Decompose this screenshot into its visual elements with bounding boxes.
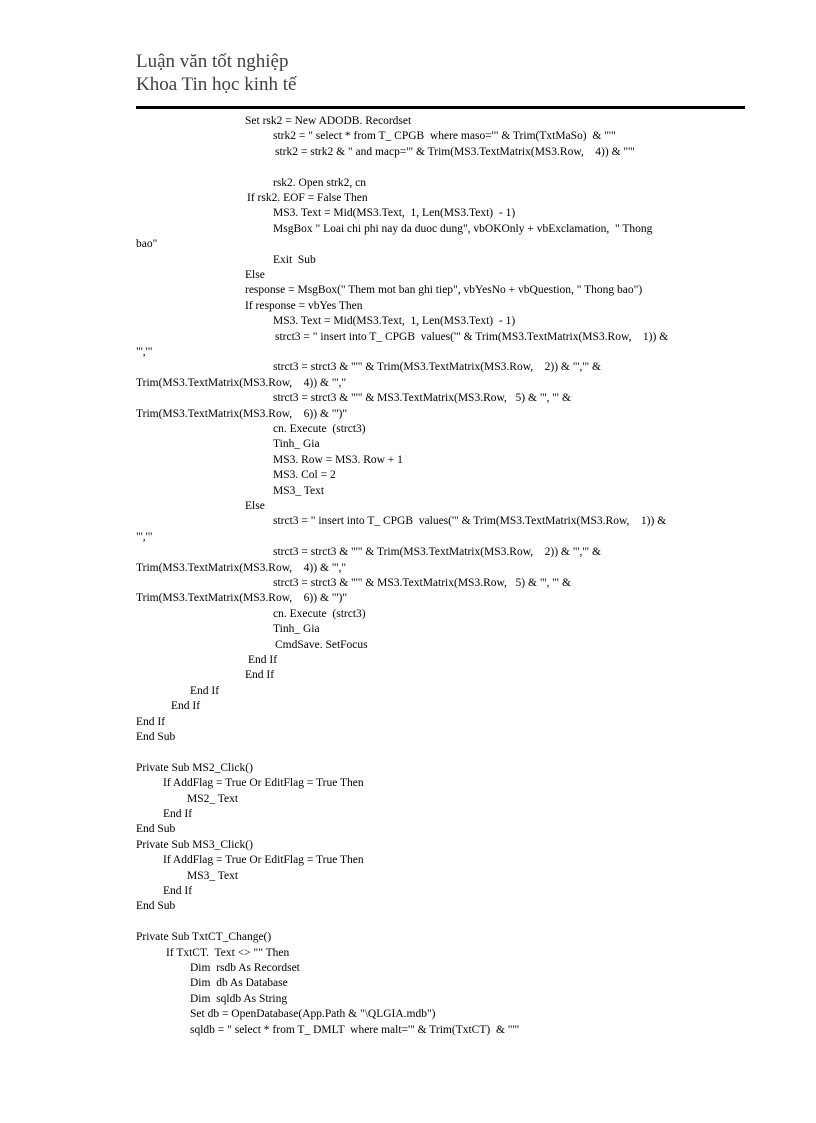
code-line: Trim(MS3.TextMatrix(MS3.Row, 6)) & "')" [136,407,348,420]
code-line: CmdSave. SetFocus [275,638,368,651]
code-line: Exit Sub [273,253,316,266]
code-line: MS3. Text = Mid(MS3.Text, 1, Len(MS3.Text) - 1) [273,207,516,220]
code-line: If AddFlag = True Or EditFlag = True Then [163,854,364,867]
code-line: End Sub [136,731,176,743]
code-line: End If [163,808,193,820]
page-header [136,50,296,96]
code-line: End If [163,885,193,897]
code-line: Private Sub TxtCT_Change() [136,931,272,944]
code-line: strct3 = strct3 & "'" & Trim(MS3.TextMatrix(MS3.Row, 2)) & "','" & [273,361,601,374]
code-line: bao" [136,238,158,251]
code-line: Else [245,500,265,512]
code-line: End If [248,654,278,666]
code-line: MS3. Col = 2 [273,469,336,482]
code-line: Dim db As Database [190,977,288,990]
code-line: MS3. Text = Mid(MS3.Text, 1, Len(MS3.Text) - 1) [273,315,516,328]
code-line: End If [190,684,220,697]
code-line: End Sub [136,900,176,913]
code-line: If rsk2. EOF = False Then [247,192,368,204]
code-line: Dim sqldb As String [190,992,288,1005]
code-line: strct3 = strct3 & "'" & Trim(MS3.TextMatrix(MS3.Row, 2)) & "','" & [273,546,601,559]
code-line: strct3 = " insert into T_ CPGB values('" & Trim(MS3.TextMatrix(MS3.Row, 1)) & [275,330,669,343]
code-line: End If [136,715,166,728]
code-line: Set rsk2 = New ADODB. Recordset [245,115,412,127]
code-line: Trim(MS3.TextMatrix(MS3.Row, 4)) & "'," [136,376,347,389]
code-line: cn. Execute (strct3) [273,423,366,435]
code-line: MS3_ Text [273,484,325,497]
code-line: Set db = OpenDatabase(App.Path & "\QLGIA.mdb") [190,1008,436,1021]
header-faculty-name: Khoa Tin học kinh tế [136,74,297,95]
code-line: End If [245,669,275,682]
code-line: MsgBox " Loai chi phi nay da duoc dung", vbOKOnly + vbExclamation, " Thong [273,222,653,235]
code-line: response = MsgBox(" Them mot ban ghi tiep", vbYesNo + vbQuestion, " Thong bao") [245,284,643,297]
code-line: Private Sub MS2_Click() [136,761,253,774]
code-line: MS3_ Text [187,869,239,882]
code-line: End If [171,700,201,713]
code-line: strct3 = " insert into T_ CPGB values('" & Trim(MS3.TextMatrix(MS3.Row, 1)) & [273,515,667,528]
code-line: Trim(MS3.TextMatrix(MS3.Row, 4)) & "'," [136,561,347,574]
code-line: Tinh_ Gia [273,438,320,451]
code-line: strk2 = " select * from T_ CPGB where maso='" & Trim(TxtMaSo) & "'" [273,130,616,143]
code-line: strct3 = strct3 & "'" & MS3.TextMatrix(MS3.Row, 5) & "', '" & [273,577,571,589]
header-divider [136,106,745,109]
code-line: Tinh_ Gia [273,623,320,636]
code-line: MS3. Row = MS3. Row + 1 [273,453,403,466]
code-line: cn. Execute (strct3) [273,607,366,620]
code-line: "','" [136,346,153,358]
code-line: sqldb = " select * from T_ DMLT where malt='" & Trim(TxtCT) & "'" [190,1023,520,1036]
header-thesis-title: Luận văn tốt nghiệp [136,51,289,72]
code-line: Else [245,269,265,281]
code-line: rsk2. Open strk2, cn [273,176,366,189]
code-line: Trim(MS3.TextMatrix(MS3.Row, 6)) & "')" [136,592,348,605]
code-line: strct3 = strct3 & "'" & MS3.TextMatrix(MS3.Row, 5) & "', '" & [273,392,571,405]
code-line: Private Sub MS3_Click() [136,838,253,851]
code-line: If AddFlag = True Or EditFlag = True Then [163,777,364,790]
code-line: If response = vbYes Then [245,299,363,312]
code-line: End Sub [136,823,176,836]
code-line: MS2_ Text [187,792,239,805]
code-line: If TxtCT. Text <> "" Then [166,946,290,959]
code-line: "','" [136,530,153,543]
code-line: Dim rsdb As Recordset [190,962,300,974]
code-line: strk2 = strk2 & " and macp='" & Trim(MS3.TextMatrix(MS3.Row, 4)) & "'" [275,145,635,158]
